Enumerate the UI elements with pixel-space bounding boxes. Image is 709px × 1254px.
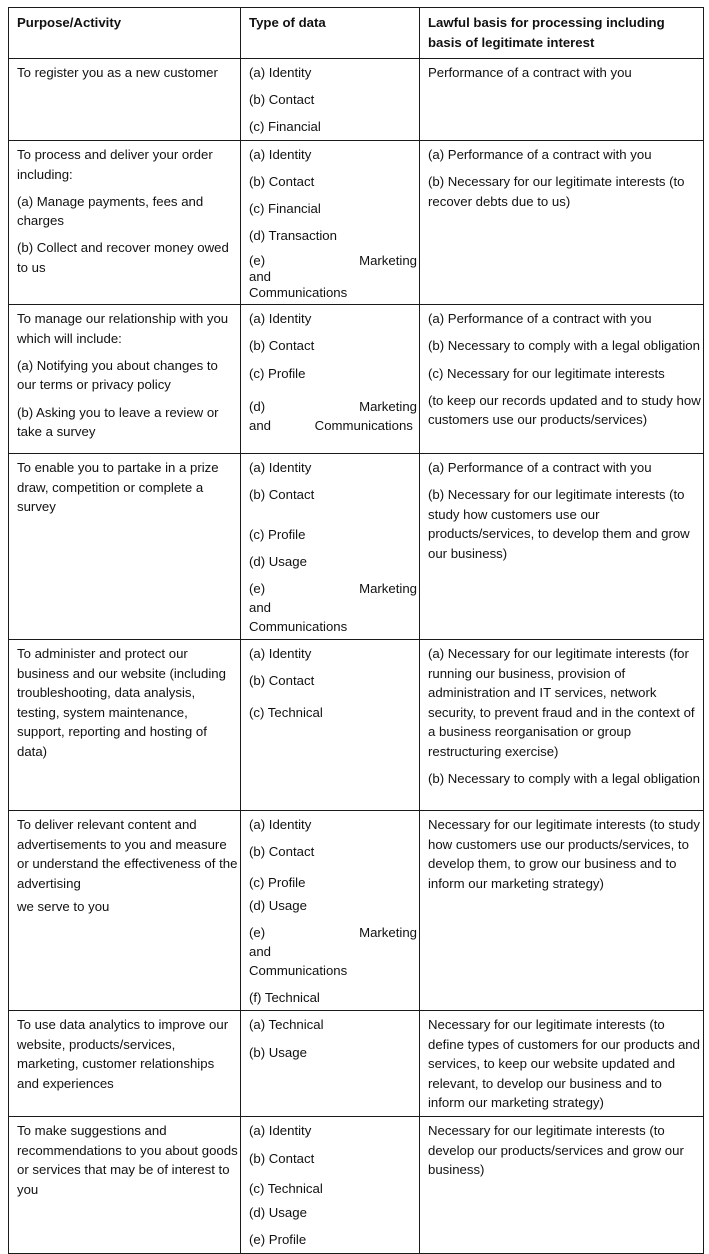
data-type: (a) Identity <box>249 646 312 662</box>
purpose-text: (a) Notifying you about changes to our terms or privacy policy <box>17 357 218 393</box>
data-type: (b) Contact <box>249 92 315 108</box>
data-type: (a) Identity <box>249 65 312 80</box>
purpose-text: To administer and protect our business and our website (including troubleshooting, data analysis, testing, system maintenance, support, reporting and hosting of data) <box>17 646 226 759</box>
basis-cell <box>420 59 704 141</box>
basis-text: (b) Necessary for our legitimate interests (to recover debts due to us) <box>428 174 685 209</box>
basis-cell <box>420 1117 704 1254</box>
basis-cell <box>420 640 704 811</box>
purpose-cell <box>9 1011 241 1117</box>
data-type: (a) Technical <box>249 1017 324 1033</box>
type-cell <box>241 141 420 305</box>
type-cell <box>241 454 420 640</box>
data-type: (a) Identity <box>249 817 312 833</box>
data-type: (c) Profile <box>249 874 306 890</box>
basis-text: (a) Performance of a contract with you <box>428 460 652 476</box>
data-type: (a) Identity <box>249 460 312 476</box>
basis-text: (a) Performance of a contract with you <box>428 311 652 327</box>
basis-cell <box>420 811 704 1011</box>
type-cell <box>241 1117 420 1254</box>
data-type: (c) Financial <box>249 201 321 217</box>
data-type: (a) Identity <box>249 311 312 327</box>
purpose-text: To manage our relationship with you which will include: <box>17 311 229 346</box>
data-type: (e) Marketing and Communications <box>249 253 417 301</box>
purpose-text: (b) Collect and recover money owed to us <box>17 240 229 275</box>
purpose-cell <box>9 640 241 811</box>
data-type: (e) Marketing and Communications <box>249 581 417 635</box>
header-row <box>9 8 704 59</box>
basis-text: (a) Necessary for our legitimate interests (for running our business, provision of administration and IT services, network security, to prevent fraud and in the context of a business reorganisation or group restructuring exercise) <box>428 646 695 759</box>
purpose-text: To register you as a new customer <box>17 65 218 80</box>
basis-text: (a) Performance of a contract with you <box>428 147 652 162</box>
purpose-text: (b) Asking you to leave a review or take a survey <box>17 404 219 440</box>
purpose-text: To make suggestions and recommendations to you about goods or services that may be of interest to you <box>17 1123 238 1197</box>
purpose-text: To deliver relevant content and advertisements to you and measure or understand the effectiveness of the advertising <box>17 817 238 891</box>
data-type: (b) Contact <box>249 487 315 503</box>
purpose-text: (a) Manage payments, fees and charges <box>17 193 204 229</box>
basis-text: Necessary for our legitimate interests (to study how customers use our products/services, to develop them, to grow our business and to inform our marketing strategy) <box>428 817 700 891</box>
data-type: (c) Profile <box>249 365 306 381</box>
data-type: (d) Usage <box>249 898 307 914</box>
basis-cell <box>420 1011 704 1117</box>
data-type: (d) Usage <box>249 554 307 570</box>
purpose-cell <box>9 141 241 305</box>
purpose-text: To process and deliver your order including: <box>17 147 213 182</box>
data-type: (c) Financial <box>249 119 321 135</box>
table-row <box>9 305 704 454</box>
data-type: (a) Identity <box>249 147 312 162</box>
data-type: (c) Technical <box>249 704 323 720</box>
type-cell <box>241 1011 420 1117</box>
purpose-cell <box>9 454 241 640</box>
purpose-cell <box>9 305 241 454</box>
header-lawful-basis: Lawful basis for processing including basis of legitimate interest <box>420 8 704 59</box>
purpose-cell <box>9 1117 241 1254</box>
data-type: (b) Contact <box>249 673 315 689</box>
basis-text: Necessary for our legitimate interests (to define types of customers for our products and services, to keep our website updated and relevant, to develop our business and to inform our marketing strategy) <box>428 1017 700 1111</box>
basis-text: (b) Necessary to comply with a legal obligation <box>428 770 700 786</box>
table-row <box>9 1011 704 1117</box>
type-cell <box>241 640 420 811</box>
table-row <box>9 454 704 640</box>
table-row <box>9 811 704 1011</box>
type-cell <box>241 59 420 141</box>
table-row <box>9 640 704 811</box>
lawful-basis-table <box>8 7 704 1254</box>
basis-text: (c) Necessary for our legitimate interests <box>428 365 665 381</box>
data-type: (e) Marketing and Communications <box>249 925 417 979</box>
basis-cell <box>420 305 704 454</box>
data-type: (d) Transaction <box>249 228 337 244</box>
basis-text: Performance of a contract with you <box>428 65 632 80</box>
basis-cell <box>420 454 704 640</box>
purpose-text: To enable you to partake in a prize draw, competition or complete a survey <box>17 460 219 515</box>
header-type-of-data: Type of data <box>241 8 420 59</box>
basis-text: Necessary for our legitimate interests (to develop our products/services and grow our business) <box>428 1123 684 1178</box>
data-type: (b) Contact <box>249 174 315 190</box>
data-type: (b) Contact <box>249 844 315 860</box>
data-type: (b) Usage <box>249 1044 307 1060</box>
table-row <box>9 59 704 141</box>
data-type: (f) Technical <box>249 989 320 1005</box>
basis-text: (b) Necessary to comply with a legal obligation <box>428 338 700 354</box>
data-type: (b) Contact <box>249 338 315 354</box>
type-cell <box>241 305 420 454</box>
data-type: (d) Marketing and Communications <box>249 399 417 434</box>
type-cell <box>241 811 420 1011</box>
data-type: (c) Profile <box>249 526 306 542</box>
table-row <box>9 1117 704 1254</box>
purpose-text: To use data analytics to improve our website, products/services, marketing, customer relationships and experiences <box>17 1017 229 1091</box>
basis-text: (b) Necessary for our legitimate interests (to study how customers use our products/services, to develop them and grow our business) <box>428 487 690 561</box>
header-purpose: Purpose/Activity <box>9 8 241 59</box>
purpose-text: we serve to you <box>17 899 110 915</box>
data-type: (c) Technical <box>249 1181 323 1197</box>
data-type: (e) Profile <box>249 1231 307 1247</box>
data-type: (d) Usage <box>249 1204 307 1220</box>
purpose-cell <box>9 59 241 141</box>
basis-text: (to keep our records updated and to study how customers use our products/services) <box>428 392 701 428</box>
purpose-cell <box>9 811 241 1011</box>
data-type: (b) Contact <box>249 1150 315 1166</box>
data-type: (a) Identity <box>249 1123 312 1139</box>
basis-cell <box>420 141 704 305</box>
table-row <box>9 141 704 305</box>
